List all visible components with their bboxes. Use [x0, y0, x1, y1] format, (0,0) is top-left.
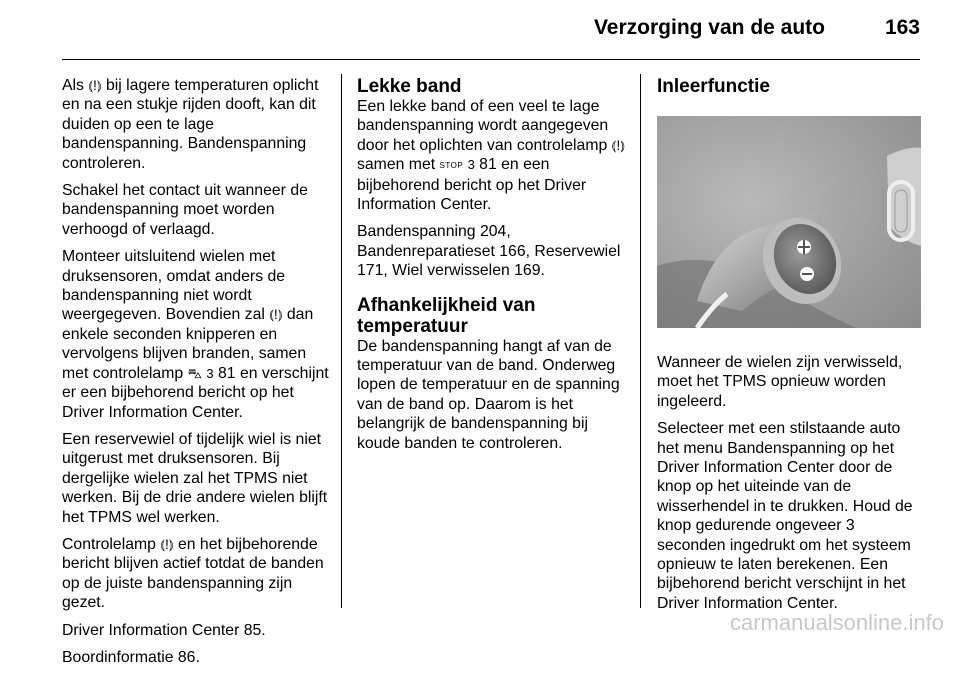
paragraph: Een lekke band of een veel te lage bandenspanning wordt aangegeven door het oplichten van controlelamp ⦅!⦆ samen met STOP 3 81 en een bijbehorend bericht op het Driver Information Center.	[357, 98, 625, 214]
section-heading: Lekke band	[357, 76, 462, 97]
section-heading: Afhankelijkheid van temperatuur	[357, 294, 536, 337]
page-reference-icon: 3	[206, 365, 214, 381]
paragraph: Een reservewiel of tijdelijk wiel is niet uitgerust met druksensoren. Bij dergelijke wielen zal het TPMS niet werken. Bij de drie andere wielen blijft het TPMS wel werken.	[62, 430, 328, 526]
engine-warning-icon: ⛍	[187, 364, 202, 381]
tire-pressure-icon: ⦅!⦆	[611, 136, 625, 153]
paragraph: Wanneer de wielen zijn verwisseld, moet het TPMS opnieuw worden ingeleerd.	[657, 354, 903, 410]
cross-reference[interactable]: Driver Information Center 85.	[62, 621, 266, 639]
paragraph: Selecteer met een stilstaande auto het menu Bandenspanning op het Driver Information Center door de knop op het uiteinde van de wisserhendel in te drukken. Houd de knop gedurende ongeveer 3 seconden ingedrukt om het systeem opnieuw te laten berekenen. Een bijbehorend bericht verschijnt in het Driver Information Center.	[657, 420, 913, 612]
tire-pressure-icon: ⦅!⦆	[269, 306, 283, 323]
page-number: 163	[884, 16, 920, 39]
cross-reference[interactable]: Boordinformatie 86.	[62, 648, 200, 666]
paragraph: Als ⦅!⦆ bij lagere temperaturen oplicht en na een stukje rijden dooft, kan dit duiden op een te lage bandenspanning. Bandenspanning controleren.	[62, 77, 319, 172]
paragraph: De bandenspanning hangt af van de temperatuur van de band. Onderweg lopen de temperatuur en de spanning van de band op. Daarom is het belangrijk de bandenspanning bij koude banden te controleren.	[357, 337, 620, 452]
header-rule	[62, 59, 920, 60]
tire-pressure-icon: ⦅!⦆	[88, 77, 102, 93]
page-reference-icon: 3	[467, 157, 475, 173]
cross-reference[interactable]: Bandenspanning 204, Bandenreparatieset 166, Reservewiel 171, Wiel verwisselen 169.	[357, 223, 621, 280]
column-2	[357, 76, 625, 461]
page-header-title: Verzorging van de auto	[593, 16, 825, 39]
column-divider-2	[640, 74, 641, 608]
paragraph: Monteer uitsluitend wielen met druksensoren, omdat anders de bandenspanning niet wordt weergegeven. Bovendien zal ⦅!⦆ dan enkele seconden knipperen en vervolgens blijven branden, samen met controlelamp ⛍ 3 81 en verschijnt er een bijbehorend bericht op het Driver Information Center.	[62, 248, 329, 421]
section-heading: Inleerfunctie	[657, 76, 770, 97]
watermark: carmanualsonline.info	[729, 610, 944, 635]
column-divider-1	[341, 74, 342, 608]
tire-pressure-icon: ⦅!⦆	[160, 535, 174, 552]
paragraph: Controlelamp ⦅!⦆ en het bijbehorende bericht blijven actief totdat de banden op de juiste bandenspanning zijn gezet.	[62, 535, 324, 612]
column-3	[657, 76, 923, 621]
wiper-lever-illustration	[657, 116, 921, 328]
column-1	[62, 76, 330, 675]
stop-icon: STOP	[439, 161, 464, 171]
paragraph: Schakel het contact uit wanneer de bandenspanning moet worden verhoogd of verlaagd.	[62, 182, 308, 238]
